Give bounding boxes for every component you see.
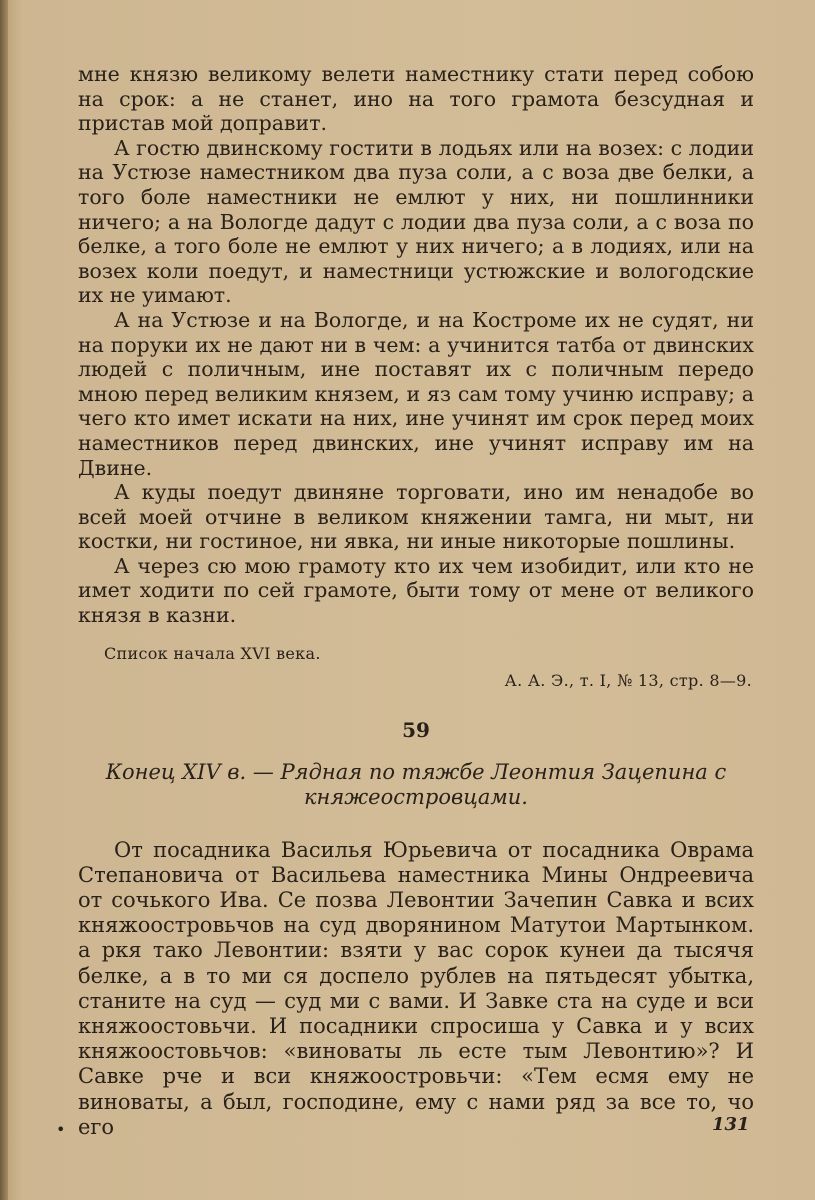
source-note: Список начала XVI века. [104,643,321,663]
footer-mark: • [56,1120,66,1139]
page-content [78,62,754,1140]
paragraph: А через сю мою грамоту кто их чем изобидит, или кто не имет ходити по сей грамоте, быти тому от мене от великого князя в казни. [78,553,754,628]
book-spine [0,0,8,1200]
document-number: 59 [402,717,430,742]
paragraph-continuation: мне князю великому велети наместнику стати перед собою на срок: а не станет, ино на того грамота безсудная и пристав мой доправит. [78,62,754,136]
paragraph: А на Устюзе и на Вологде, и на Костроме их не судят, ни на поруки их не дают ни в чем: а учинится татба от двинских людей с поличным, ине поставят их с поличным передо мною перед великим князем, и яз сам тому учиню исправу; а чего кто имет искати на них, ине учинят им срок перед моих наместников перед двинских, ине учинят исправу им на Двине. [78,307,754,480]
document-heading: Конец XIV в. — Рядная по тяжбе Леонтия Зацепина с княжеостровцами. [105,759,727,809]
paragraph: А куды поедут двиняне торговати, ино им ненадобе во всей моей отчине в великом княжении тамга, ни мыт, ни костки, ни гостиное, ни явка, ни иные никоторые пошлины. [78,480,754,554]
bibliographic-reference: А. А. Э., т. I, № 13, стр. 8—9. [504,670,752,690]
paragraph: А гостю двинскому гостити в лодьях или на возех: с лодии на Устюзе наместником два пуза соли, а с воза две белки, а того боле наместники не емлют у них, ни пошлинники ничего; а на Вологде дадут с лодии два пуза соли, а с воза по белке, а того боле не емлют у них ничего; а в лодиях, или на возех коли поедут, и наместници устюжские и вологодские их не уимают. [78,135,754,308]
document-text: От посадника Василья Юрьевича от посадника Оврама Степановича от Васильева наместника Мины Ондреевича от сочького Ива. Се позва Левонтии Зачепин Савка и всих княжоостровьчов на суд дворянином Матутои Мартынком. а ркя тако Левонтии: взяти у вас сорок кунеи да тысячя белке, а в то ми ся доспело рублев на пятьдесят убытка, станите на суд — суд ми с вами. И Завке ста на суде и вси княжоостовьчи. И посадники спросиша у Савка и у всих княжоостовьчов: «виноваты ль есте тым Левонтию»? И Савке рче и вси княжоостровьчи: «Тем есмя ему не виноваты, а был, господине, ему с нами ряд за все то, чо его [78,837,754,1139]
page-number: 131 [712,1114,750,1135]
